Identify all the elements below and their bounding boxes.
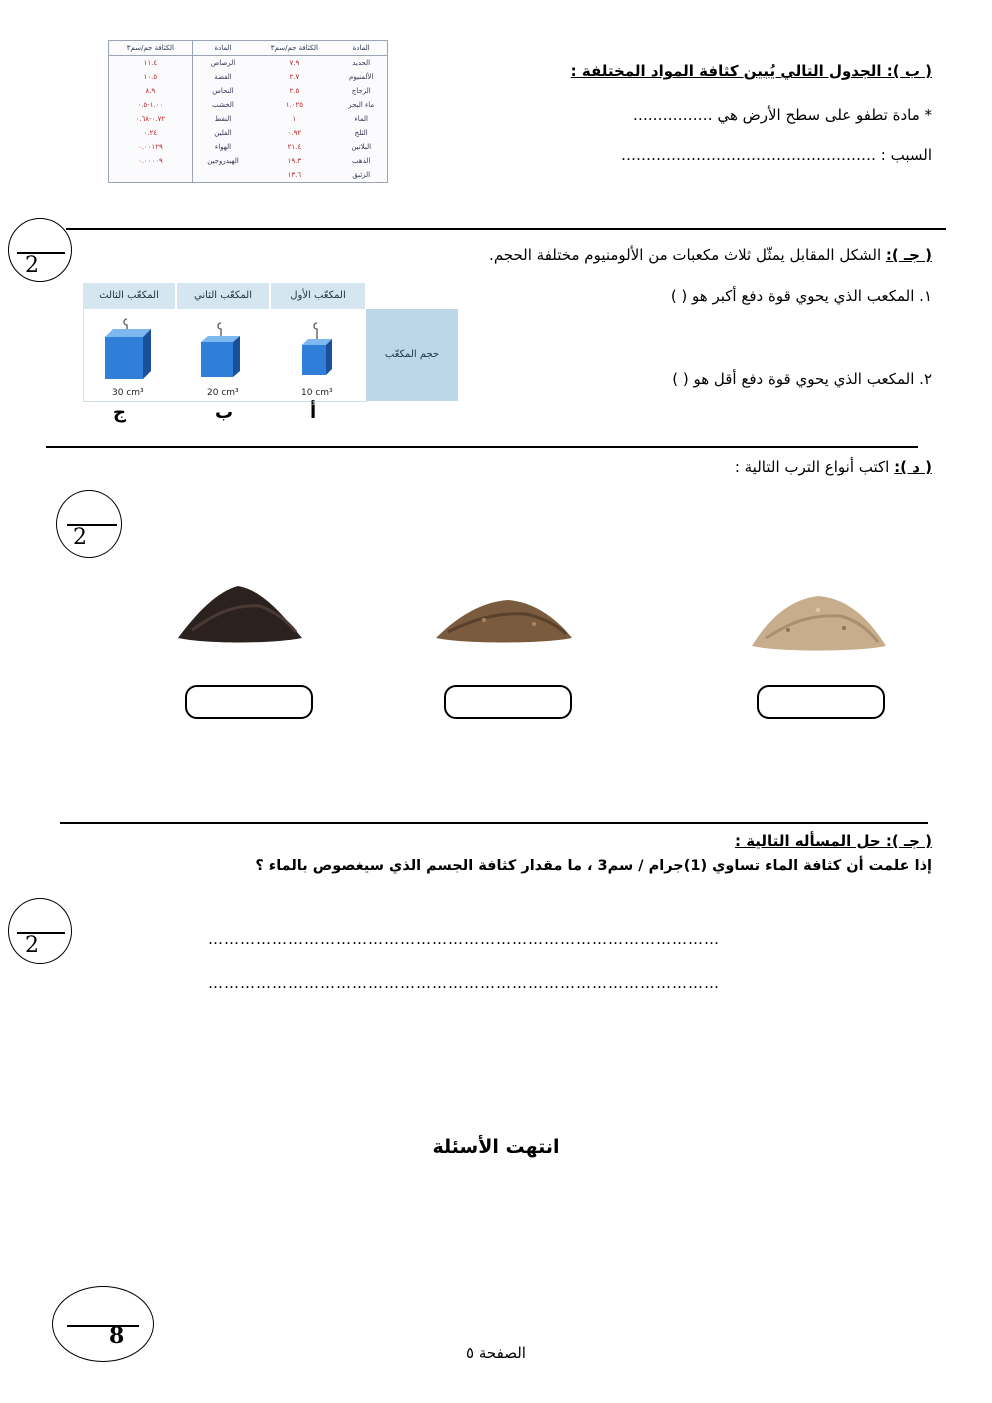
table-cell: الزئبق <box>352 171 371 179</box>
cube-row-label: حجم المكعّب <box>366 309 458 401</box>
table-row <box>109 112 388 126</box>
table-cell: الفضة <box>192 70 253 84</box>
score-circle <box>56 490 122 558</box>
table-cell: النحاس <box>192 84 253 98</box>
cube-header: المكعّب الثالث <box>83 283 176 309</box>
answer-dots[interactable]: …………………………………………………………………………………… <box>208 930 720 948</box>
section-d-text: اكتب أنواع الترب التالية : <box>734 458 890 476</box>
soil-image-humus <box>176 572 304 646</box>
table-cell <box>109 168 193 183</box>
table-cell: ٢.٥ <box>289 87 300 95</box>
question-item-2: ٢. المكعب الذي يحوي قوة دفع أقل هو ( ) <box>672 370 932 388</box>
section-c1-heading <box>372 246 932 264</box>
section-b-title: ( ب ): الجدول التالي يُبين كثافة المواد المختلفة : <box>570 62 932 80</box>
table-cell: الحديد <box>352 59 371 67</box>
table-cell: ٠.٧٢-٠.٦٨ <box>135 115 166 123</box>
cube-volume: 30 cm³ <box>112 388 144 398</box>
table-cell: ١٠.٥ <box>143 73 158 81</box>
cube-volume: 20 cm³ <box>207 388 239 398</box>
soil-image-sandy <box>748 580 888 656</box>
table-cell: ٠.٠٠٠٠٩ <box>137 157 163 165</box>
table-cell: الماء <box>354 115 368 123</box>
table-cell: ٢١.٤ <box>287 143 302 151</box>
table-cell: ٢.٧ <box>289 73 300 81</box>
table-header: الكثافة جم/سم٣ <box>253 41 335 56</box>
section-c2-title: ( جـ ): حل المسأله التالية : <box>734 832 932 850</box>
table-cell: ١٣.٦ <box>287 171 302 179</box>
end-of-questions: انتهت الأسئلة <box>432 1136 560 1158</box>
section-d-heading <box>532 458 932 476</box>
table-cell: النفط <box>192 112 253 126</box>
table-row <box>109 84 388 98</box>
table-cell: ١.٠٠-٠.٥ <box>137 101 164 109</box>
table-cell: ماء البحر <box>348 101 375 109</box>
score-value: 2 <box>25 933 39 958</box>
table-row <box>109 168 388 183</box>
score-value: 2 <box>73 525 87 550</box>
divider <box>60 822 928 824</box>
cube-letter: ج <box>113 402 126 423</box>
cube-letter: ب <box>215 402 234 423</box>
table-cell: الهواء <box>192 140 253 154</box>
soil-image-loam <box>434 580 574 656</box>
table-cell: ١ <box>292 115 297 123</box>
table-row <box>109 70 388 84</box>
table-cell: ٠.٢٤ <box>143 129 158 137</box>
section-c1-text: الشكل المقابل يمثّل ثلاث مكعبات من الألومنيوم مختلفة الحجم. <box>489 246 882 264</box>
cube-figure <box>83 283 458 403</box>
cube-volume: 10 cm³ <box>301 388 333 398</box>
table-header: المادة <box>192 41 253 56</box>
page-number: الصفحة ٥ <box>466 1344 526 1362</box>
cube-small <box>293 319 343 379</box>
question-item-1: ١. المكعب الذي يحوي قوة دفع أكبر هو ( ) <box>670 287 932 305</box>
cube-letter: أ <box>310 402 317 423</box>
score-value: 2 <box>25 253 39 278</box>
table-row <box>109 140 388 154</box>
table-row <box>109 154 388 168</box>
table-header: المادة <box>335 41 387 56</box>
cube-header: المكعّب الأول <box>271 283 365 309</box>
divider <box>66 228 946 230</box>
table-cell: الرصاص <box>192 56 253 71</box>
table-cell: ١١.٤ <box>143 59 158 67</box>
soil-answer-box[interactable] <box>444 685 572 719</box>
cube-medium <box>195 319 251 383</box>
score-circle <box>8 898 72 964</box>
table-cell: ١.٠٢٥ <box>285 101 303 109</box>
table-cell: الفلين <box>192 126 253 140</box>
score-circle <box>8 218 72 282</box>
answer-dots[interactable]: …………………………………………………………………………………… <box>208 974 720 992</box>
section-d-title: ( د ): <box>894 458 932 476</box>
table-row <box>109 98 388 112</box>
table-cell <box>192 168 253 183</box>
section-b-line2: السبب : …………………………………………… <box>621 146 932 164</box>
section-b-line1: * مادة تطفو على سطح الأرض هي ………….… <box>632 106 932 124</box>
table-cell: الخشب <box>192 98 253 112</box>
table-cell: الذهب <box>352 157 371 165</box>
table-cell: ٠.٩٢ <box>287 129 302 137</box>
table-row <box>109 56 388 71</box>
table-cell: ٨.٩ <box>145 87 156 95</box>
section-c2-question: إذا علمت أن كثافة الماء تساوي (1)جرام / سم3 ، ما مقدار كثافة الجسم الذي سيغصوص بالماء ؟ <box>255 858 932 874</box>
density-table <box>108 40 388 183</box>
divider <box>46 446 918 448</box>
table-header: الكثافة جم/سم٣ <box>109 41 193 56</box>
table-row <box>109 126 388 140</box>
table-cell: ١٩.٣ <box>287 157 302 165</box>
total-score-value: 8 <box>109 1323 125 1349</box>
cube-large <box>99 315 159 385</box>
table-cell: الهيدروجين <box>192 154 253 168</box>
table-cell: الثلج <box>354 129 368 137</box>
soil-answer-box[interactable] <box>757 685 885 719</box>
soil-answer-box[interactable] <box>185 685 313 719</box>
cube-header: المكعّب الثاني <box>177 283 270 309</box>
table-cell: ٠.٠٠١٢٩ <box>137 143 163 151</box>
table-cell: البلاتين <box>351 143 372 151</box>
table-cell: الألمنيوم <box>349 73 374 81</box>
section-c1-title: ( جـ ): <box>885 246 932 264</box>
table-cell: الزجاج <box>351 87 371 95</box>
table-cell: ٧.٩ <box>289 59 300 67</box>
